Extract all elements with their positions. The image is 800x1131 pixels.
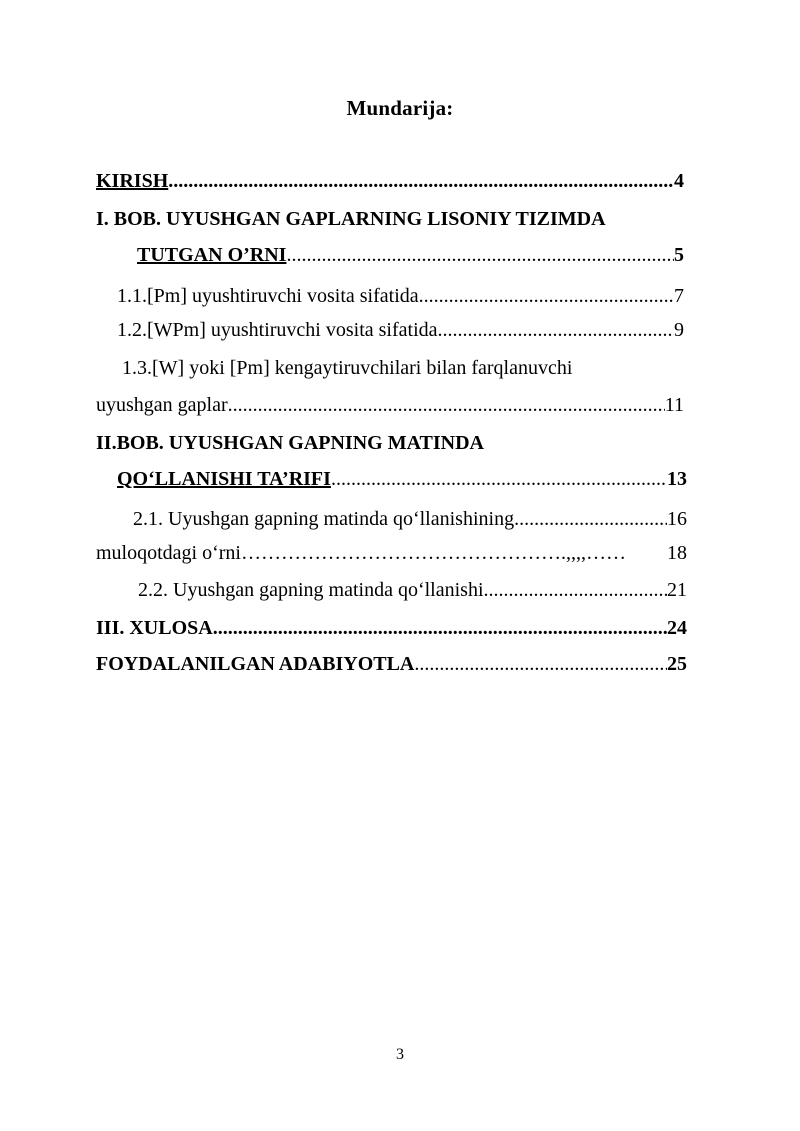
toc-entry-label: I. BOB. UYUSHGAN GAPLARNING LISONIY TIZIMDA <box>96 208 606 230</box>
toc-chapter-2-heading[interactable] <box>96 430 484 456</box>
toc-leader <box>414 651 667 677</box>
toc-entry-1-2[interactable] <box>117 317 684 343</box>
toc-entry-adabiyotlar[interactable] <box>96 651 687 677</box>
toc-entry-label: KIRISH <box>96 170 169 192</box>
toc-leader <box>438 317 674 343</box>
toc-page-number: 25 <box>667 653 687 675</box>
toc-entry-label: 1.2.[WPm] uyushtiruvchi vosita sifatida <box>117 319 438 341</box>
toc-page-number: 21 <box>667 579 687 601</box>
toc-leader <box>286 242 674 268</box>
toc-leader <box>514 506 667 532</box>
toc-leader <box>213 615 667 641</box>
toc-entry-label: 2.1. Uyushgan gapning matinda qo‘llanishining <box>133 508 515 530</box>
page-number: 3 <box>396 1046 404 1063</box>
toc-entry-label: III. XULOSA <box>96 617 213 639</box>
toc-entry-label: II.BOB. UYUSHGAN GAPNING MATINDA <box>96 432 484 454</box>
toc-entry-label: muloqotdagi o‘rni <box>96 542 241 564</box>
toc-entry-label: 2.2. Uyushgan gapning matinda qo‘llanishi <box>138 579 484 601</box>
toc-entry-qollanishi-tarifi[interactable] <box>117 466 687 492</box>
toc-page-number: 13 <box>667 468 687 490</box>
toc-leader <box>228 392 665 418</box>
toc-page-number: 9 <box>674 319 684 341</box>
toc-leader <box>419 283 674 309</box>
toc-page-number: 7 <box>674 285 684 307</box>
toc-chapter-1-heading[interactable] <box>96 206 606 232</box>
toc-entry-2-1[interactable] <box>133 506 687 532</box>
toc-page-number: 24 <box>667 617 687 639</box>
toc-page-number: 18 <box>667 542 687 564</box>
toc-entry-label: uyushgan gaplar <box>96 394 228 416</box>
toc-entry-kirish[interactable] <box>96 168 684 194</box>
toc-entry-1-3-line2[interactable] <box>96 392 684 418</box>
toc-entry-label: QO‘LLANISHI TA’RIFI <box>117 468 331 490</box>
toc-entry-label: 1.1.[Pm] uyushtiruvchi vosita sifatida <box>117 285 419 307</box>
toc-page-number: 5 <box>674 244 684 266</box>
toc-entry-1-3-line1[interactable] <box>122 355 572 381</box>
toc-leader: ………………………………………….,,,,…… <box>240 542 626 564</box>
toc-leader <box>331 466 667 492</box>
toc-entry-tutgan-orni[interactable] <box>137 242 684 268</box>
toc-entry-1-1[interactable] <box>117 283 684 309</box>
toc-page-number: 11 <box>664 394 684 416</box>
toc-entry-2-1-line2[interactable] <box>96 540 687 566</box>
toc-leader <box>168 168 674 194</box>
toc-entry-label: FOYDALANILGAN ADABIYOTLA <box>96 653 415 675</box>
toc-entry-label: 1.3.[W] yoki [Pm] kengaytiruvchilari bilan farqlanuvchi <box>122 357 573 379</box>
toc-leader <box>484 577 667 603</box>
toc-entry-2-2[interactable] <box>138 577 687 603</box>
toc-page-number: 4 <box>674 170 684 192</box>
toc-entry-label: TUTGAN O’RNI <box>137 244 287 266</box>
toc-page-number: 16 <box>667 508 687 530</box>
toc-entry-xulosa[interactable] <box>96 615 687 641</box>
page-title: Mundarija: <box>346 96 454 120</box>
